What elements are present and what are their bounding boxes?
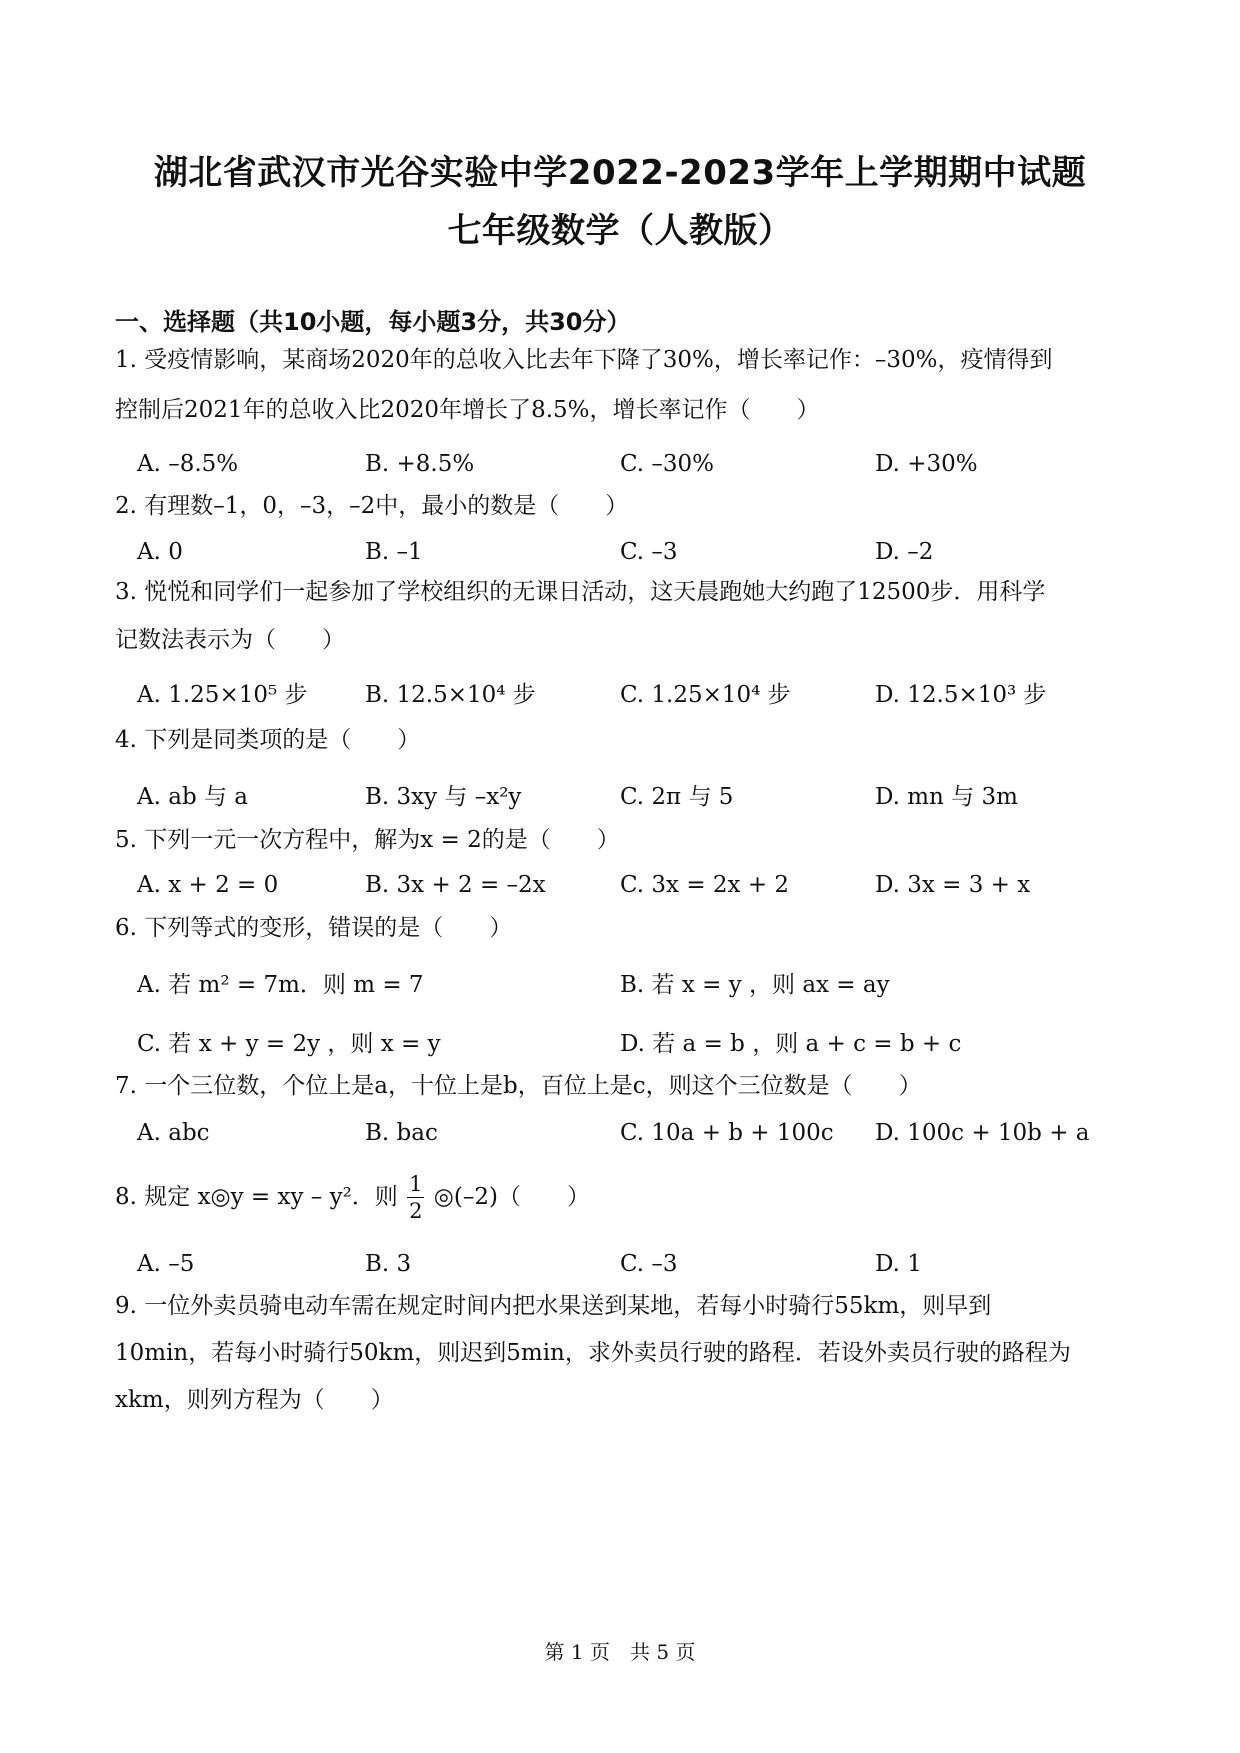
question-2-option-a: A. 0 bbox=[137, 539, 183, 565]
question-3-option-d: D. 12.5×10³ 步 bbox=[875, 682, 1047, 708]
question-6-line-1: 6. 下列等式的变形，错误的是（ ） bbox=[115, 915, 513, 941]
question-3-option-b: B. 12.5×10⁴ 步 bbox=[365, 682, 536, 708]
question-2-option-b: B. –1 bbox=[365, 539, 423, 565]
question-3-line-1: 3. 悦悦和同学们一起参加了学校组织的无课日活动，这天晨跑她大约跑了12500步．用科学 bbox=[115, 579, 1046, 605]
question-3-line-2: 记数法表示为（ ） bbox=[115, 627, 345, 653]
question-5-option-d: D. 3x = 3 + x bbox=[875, 872, 1031, 898]
fraction-numerator: 1 bbox=[409, 1172, 423, 1196]
question-7-option-b: B. bac bbox=[365, 1120, 438, 1146]
question-5-option-a: A. x + 2 = 0 bbox=[137, 872, 279, 898]
question-4-option-d: D. mn 与 3m bbox=[875, 784, 1018, 810]
question-2-option-d: D. –2 bbox=[875, 539, 934, 565]
question-9-line-1: 9. 一位外卖员骑电动车需在规定时间内把水果送到某地，若每小时骑行55km，则早到 bbox=[115, 1293, 992, 1319]
question-4-option-a: A. ab 与 a bbox=[137, 784, 249, 810]
question-8-option-d: D. 1 bbox=[875, 1251, 922, 1277]
question-9-line-2: 10min，若每小时骑行50km，则迟到5min，求外卖员行驶的路程．若设外卖员行驶的路程为 bbox=[115, 1340, 1071, 1366]
page-footer: 第 1 页 共 5 页 bbox=[544, 1640, 696, 1664]
question-5-option-b: B. 3x + 2 = –2x bbox=[365, 872, 546, 898]
question-7-option-c: C. 10a + b + 100c bbox=[620, 1120, 834, 1146]
question-1-option-c: C. –30% bbox=[620, 451, 715, 477]
question-4-line-1: 4. 下列是同类项的是（ ） bbox=[115, 727, 421, 753]
question-5-option-c: C. 3x = 2x + 2 bbox=[620, 872, 790, 898]
question-2-line-1: 2. 有理数–1，0，–3，–2中，最小的数是（ ） bbox=[115, 493, 629, 519]
question-4-option-c: C. 2π 与 5 bbox=[620, 784, 734, 810]
question-8-option-c: C. –3 bbox=[620, 1251, 678, 1277]
question-2-option-c: C. –3 bbox=[620, 539, 678, 565]
question-7-option-a: A. abc bbox=[137, 1120, 210, 1146]
question-1-line-2: 控制后2021年的总收入比2020年增长了8.5%，增长率记作（ ） bbox=[115, 397, 820, 423]
fraction-one-half bbox=[407, 1174, 424, 1222]
question-8-line-1 bbox=[115, 1162, 1125, 1232]
question-8-prefix: 8. 规定 x◎y = xy – y²．则 bbox=[115, 1184, 398, 1210]
question-8-suffix: ◎(–2)（ ） bbox=[433, 1184, 590, 1210]
question-4-option-b: B. 3xy 与 –x²y bbox=[365, 784, 522, 810]
fraction-denominator: 2 bbox=[409, 1199, 423, 1223]
question-7-line-1: 7. 一个三位数，个位上是a，十位上是b，百位上是c，则这个三位数是（ ） bbox=[115, 1073, 922, 1099]
section-heading: 一、选择题（共10小题，每小题3分，共30分） bbox=[115, 308, 631, 336]
question-7-option-d: D. 100c + 10b + a bbox=[875, 1120, 1090, 1146]
question-5-line-1: 5. 下列一元一次方程中，解为x = 2的是（ ） bbox=[115, 827, 620, 853]
question-6-option-b: B. 若 x = y ，则 ax = ay bbox=[620, 972, 890, 998]
question-6-option-c: C. 若 x + y = 2y ，则 x = y bbox=[137, 1031, 441, 1057]
question-3-option-c: C. 1.25×10⁴ 步 bbox=[620, 682, 791, 708]
question-8-option-b: B. 3 bbox=[365, 1251, 412, 1277]
question-1-option-b: B. +8.5% bbox=[365, 451, 475, 477]
exam-subtitle: 七年级数学（人教版） bbox=[447, 211, 793, 251]
question-1-line-1: 1. 受疫情影响，某商场2020年的总收入比去年下降了30%，增长率记作：–30%，疫情得到 bbox=[115, 347, 1053, 373]
question-6-option-d: D. 若 a = b ，则 a + c = b + c bbox=[620, 1031, 962, 1057]
question-3-option-a: A. 1.25×10⁵ 步 bbox=[137, 682, 308, 708]
question-8-option-a: A. –5 bbox=[137, 1251, 195, 1277]
question-1-option-d: D. +30% bbox=[875, 451, 978, 477]
exam-title: 湖北省武汉市光谷实验中学2022-2023学年上学期期中试题 bbox=[153, 153, 1087, 193]
question-9-line-3: xkm，则列方程为（ ） bbox=[115, 1387, 394, 1413]
question-1-option-a: A. –8.5% bbox=[137, 451, 239, 477]
question-6-option-a: A. 若 m² = 7m．则 m = 7 bbox=[137, 972, 424, 998]
